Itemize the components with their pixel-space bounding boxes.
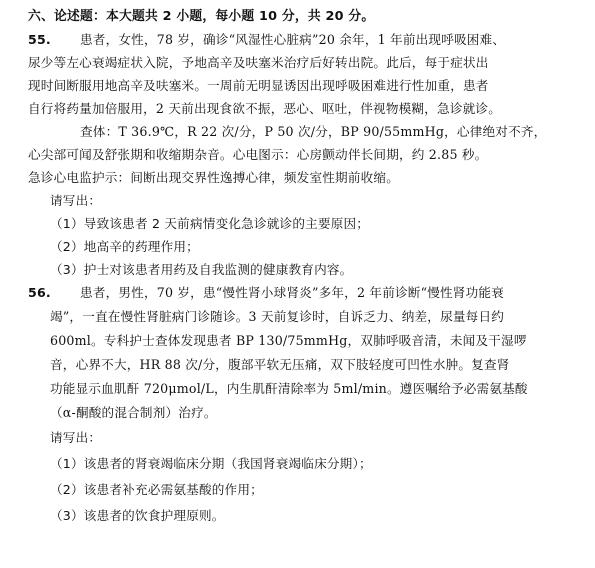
q55-text-line: 心尖部可闻及舒张期和收缩期杂音。心电图示：心房颤动伴长间期，约 2.85 秒。: [28, 147, 488, 162]
q56-text-line: 竭”，一直在慢性肾脏病门诊随诊。3 天前复诊时，自诉乏力、纳差，尿量每日约: [50, 309, 505, 324]
q55-text-line: 患者，女性，78 岁，确诊“风湿性心脏病”20 余年，1 年前出现呼吸困难、: [80, 32, 506, 47]
q56-item: （3）该患者的饮食护理原则。: [50, 508, 225, 523]
q56-prompt: 请写出：: [50, 430, 102, 445]
question-number-56: 56.: [28, 285, 51, 300]
q55-text-line: 现时间断服用地高辛及呋塞米。一周前无明显诱因出现呼吸困难进行性加重，患者: [28, 78, 489, 93]
q56-text-line: （α-酮酸的混合制剂）治疗。: [50, 405, 217, 420]
q56-text-line: 音，心界不大，HR 88 次/分，腹部平软无压痛，双下肢轻度可凹性水肿。复查肾: [50, 357, 510, 372]
q55-item: （1）导致该患者 2 天前病情变化急诊就诊的主要原因；: [50, 216, 370, 231]
q55-text-line: 查体：T 36.9℃，R 22 次/分，P 50 次/分，BP 90/55mmHg，心律绝对不齐，: [80, 124, 547, 139]
q56-text-line: 患者，男性，70 岁，患“慢性肾小球肾炎”多年，2 年前诊断“慢性肾功能衰: [80, 285, 504, 300]
question-number-55: 55.: [28, 32, 51, 47]
q56-text-line: 功能显示血肌酐 720μmol/L，内生肌酐清除率为 5ml/min。遵医嘱给予必需氨基酸: [50, 381, 528, 396]
q55-text-line: 尿少等左心衰竭症状入院，予地高辛及呋塞米治疗后好转出院。此后，每于症状出: [28, 55, 489, 70]
q55-item: （3）护士对该患者用药及自我监测的健康教育内容。: [50, 262, 353, 277]
q56-item: （2）该患者补充必需氨基酸的作用；: [50, 482, 263, 497]
q56-item: （1）该患者的肾衰竭临床分期（我国肾衰竭临床分期）；: [50, 456, 372, 471]
q56-text-line: 600ml。专科护士查体发现患者 BP 130/75mmHg，双肺呼吸音清，未闻及干湿啰: [50, 333, 527, 348]
q55-text-line: 急诊心电监护示：间断出现交界性逸搏心律，频发室性期前收缩。: [28, 170, 400, 185]
q55-text-line: 自行将药量加倍服用，2 天前出现食欲不振，恶心、呕吐，伴视物模糊，急诊就诊。: [28, 101, 501, 116]
q55-item: （2）地高辛的药理作用；: [50, 239, 199, 254]
q55-prompt: 请写出：: [50, 193, 102, 208]
section-heading: 六、论述题：本大题共 2 小题，每小题 10 分，共 20 分。: [28, 9, 375, 24]
